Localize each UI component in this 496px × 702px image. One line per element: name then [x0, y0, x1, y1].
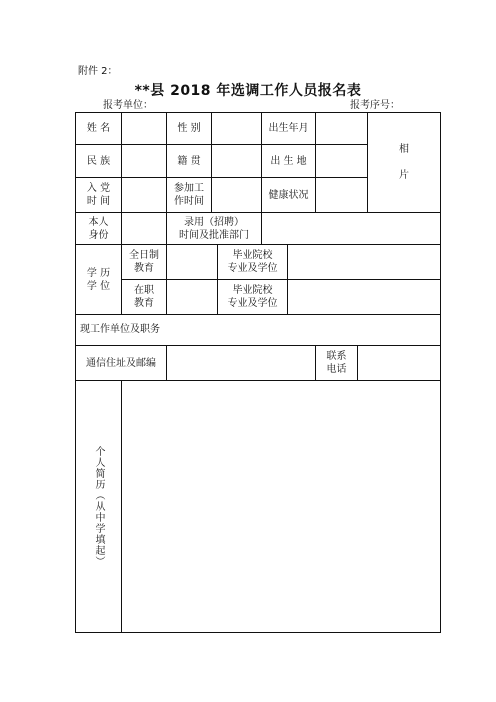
health-label: 健康状况 — [268, 189, 309, 201]
work-date-label: 参加工 作时间 — [174, 183, 204, 207]
native-place-field[interactable] — [212, 145, 261, 177]
fulltime-school-field[interactable] — [288, 245, 440, 279]
phone-field[interactable] — [358, 346, 440, 380]
resume-label: 个人简历（从中学填起） — [93, 446, 104, 567]
party-date-field[interactable] — [122, 178, 166, 212]
birthplace-label: 出 生 地 — [270, 155, 307, 167]
resume-label-cell — [76, 381, 121, 632]
hire-field[interactable] — [262, 213, 440, 244]
current-job-label: 现工作单位及职务 — [80, 324, 160, 335]
education-label: 学 历 学 位 — [86, 267, 111, 292]
native-place-label: 籍 贯 — [177, 155, 201, 167]
inservice-school-label: 毕业院校 专业及学位 — [227, 285, 278, 309]
gender-field[interactable] — [212, 113, 261, 144]
fulltime-label: 全日制 教育 — [129, 250, 159, 274]
identity-label: 本人 身份 — [88, 216, 109, 241]
birth-label: 出生年月 — [268, 123, 309, 134]
ethnicity-field[interactable] — [122, 145, 166, 177]
fulltime-school-label: 毕业院校 专业及学位 — [227, 250, 278, 274]
hire-label: 录用（招聘） 时间及批准部门 — [179, 216, 249, 241]
gender-label: 性 别 — [177, 123, 201, 134]
work-date-field[interactable] — [212, 178, 261, 212]
serial-label: 报考序号： — [350, 100, 400, 111]
address-label: 通信住址及邮编 — [86, 357, 156, 369]
inservice-field[interactable] — [167, 280, 217, 314]
resume-field[interactable] — [122, 381, 440, 632]
party-date-label: 入 党 时 间 — [86, 183, 111, 207]
name-label: 姓 名 — [86, 123, 111, 134]
fulltime-field[interactable] — [167, 245, 217, 279]
inservice-school-field[interactable] — [288, 280, 440, 314]
inservice-label: 在职 教育 — [134, 285, 154, 309]
attachment-label: 附件 2： — [78, 66, 118, 77]
health-field[interactable] — [316, 178, 367, 212]
birthplace-field[interactable] — [316, 145, 367, 177]
unit-label: 报考单位： — [103, 100, 153, 111]
address-field[interactable] — [167, 346, 315, 380]
current-job-field[interactable] — [170, 315, 440, 345]
ethnicity-label: 民 族 — [86, 155, 111, 167]
birth-field[interactable] — [316, 113, 367, 144]
name-field[interactable] — [122, 113, 166, 144]
photo-box[interactable]: 相 片 — [399, 144, 409, 181]
identity-field[interactable] — [122, 213, 166, 244]
phone-label: 联系 电话 — [326, 351, 347, 375]
form-title: **县 2018 年选调工作人员报名表 — [134, 83, 362, 99]
